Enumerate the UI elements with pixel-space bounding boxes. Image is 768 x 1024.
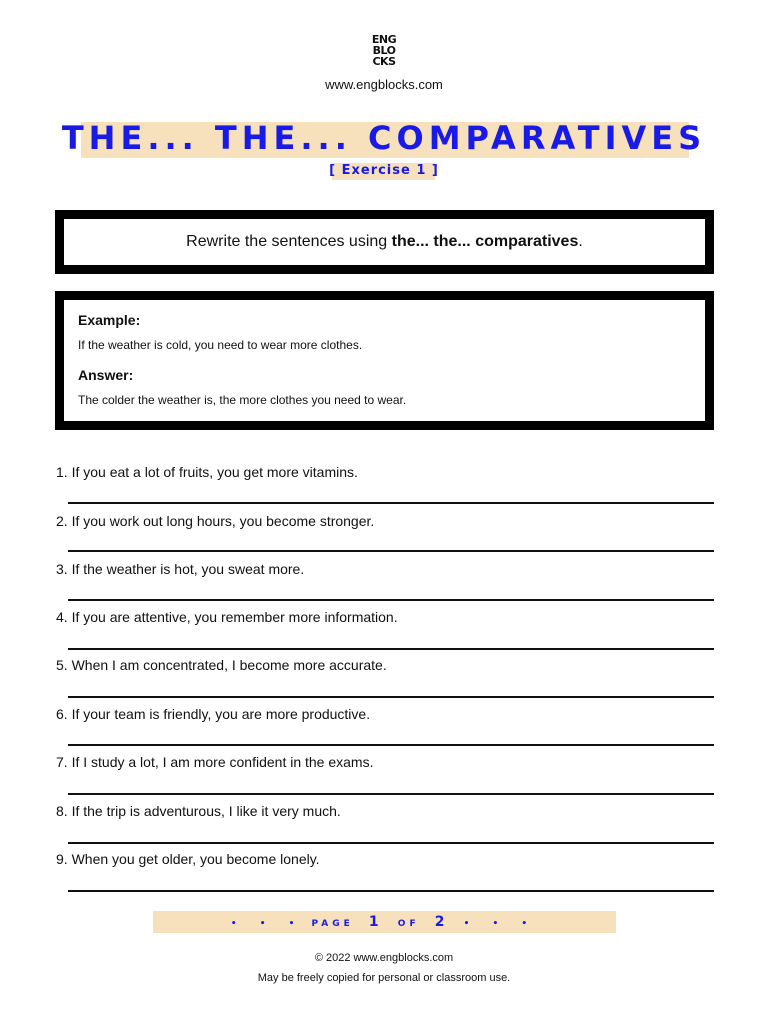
of-word: OF [397, 919, 420, 929]
page-dots-left: • • • [230, 919, 305, 929]
page-dots-right: • • • [463, 919, 538, 929]
example-label: Example: [78, 312, 141, 328]
answer-line-3[interactable] [68, 599, 714, 601]
instructions-bold: the... the... comparatives [391, 233, 579, 250]
answer-line-1[interactable] [68, 502, 714, 504]
question-4: 4. If you are attentive, you remember more information. [56, 609, 398, 625]
exercise-subtitle: [ Exercise 1 ] [329, 163, 439, 178]
engblocks-logo [366, 34, 402, 67]
answer-line-6[interactable] [68, 744, 714, 746]
site-url[interactable]: www.engblocks.com [325, 77, 443, 92]
question-6: 6. If your team is friendly, you are more productive. [56, 706, 371, 722]
answer-line-4[interactable] [68, 648, 714, 650]
question-9: 9. When you get older, you become lonely. [56, 851, 320, 867]
example-box [55, 291, 714, 430]
question-1: 1. If you eat a lot of fruits, you get more vitamins. [56, 464, 358, 480]
logo-line: ENG [371, 33, 397, 46]
page-indicator [0, 913, 768, 933]
question-3: 3. If the weather is hot, you sweat more. [56, 561, 305, 577]
page-word: PAGE [311, 919, 354, 929]
copyright: © 2022 www.engblocks.com [314, 952, 454, 964]
answer-line-8[interactable] [68, 842, 714, 844]
page-total: 2 [434, 914, 449, 930]
instructions-box [55, 210, 714, 274]
logo-line: CKS [372, 55, 396, 68]
example-text: If the weather is cold, you need to wear more clothes. [78, 338, 363, 352]
answer-line-9[interactable] [68, 890, 714, 892]
question-5: 5. When I am concentrated, I become more accurate. [56, 657, 387, 673]
license-note: May be freely copied for personal or classroom use. [257, 972, 511, 984]
question-8: 8. If the trip is adventurous, I like it very much. [56, 803, 341, 819]
answer-line-5[interactable] [68, 696, 714, 698]
question-7: 7. If I study a lot, I am more confident in the exams. [56, 754, 374, 770]
answer-line-2[interactable] [68, 550, 714, 552]
logo-line: BLO [372, 44, 396, 57]
answer-text: The colder the weather is, the more clothes you need to wear. [78, 393, 407, 407]
page-title: THE... THE... COMPARATIVES [61, 119, 707, 157]
answer-label: Answer: [78, 367, 134, 383]
page-current: 1 [368, 914, 383, 930]
instructions-text: Rewrite the sentences using the... the... comparatives. [186, 233, 583, 250]
question-2: 2. If you work out long hours, you become stronger. [56, 513, 375, 529]
answer-line-7[interactable] [68, 793, 714, 795]
